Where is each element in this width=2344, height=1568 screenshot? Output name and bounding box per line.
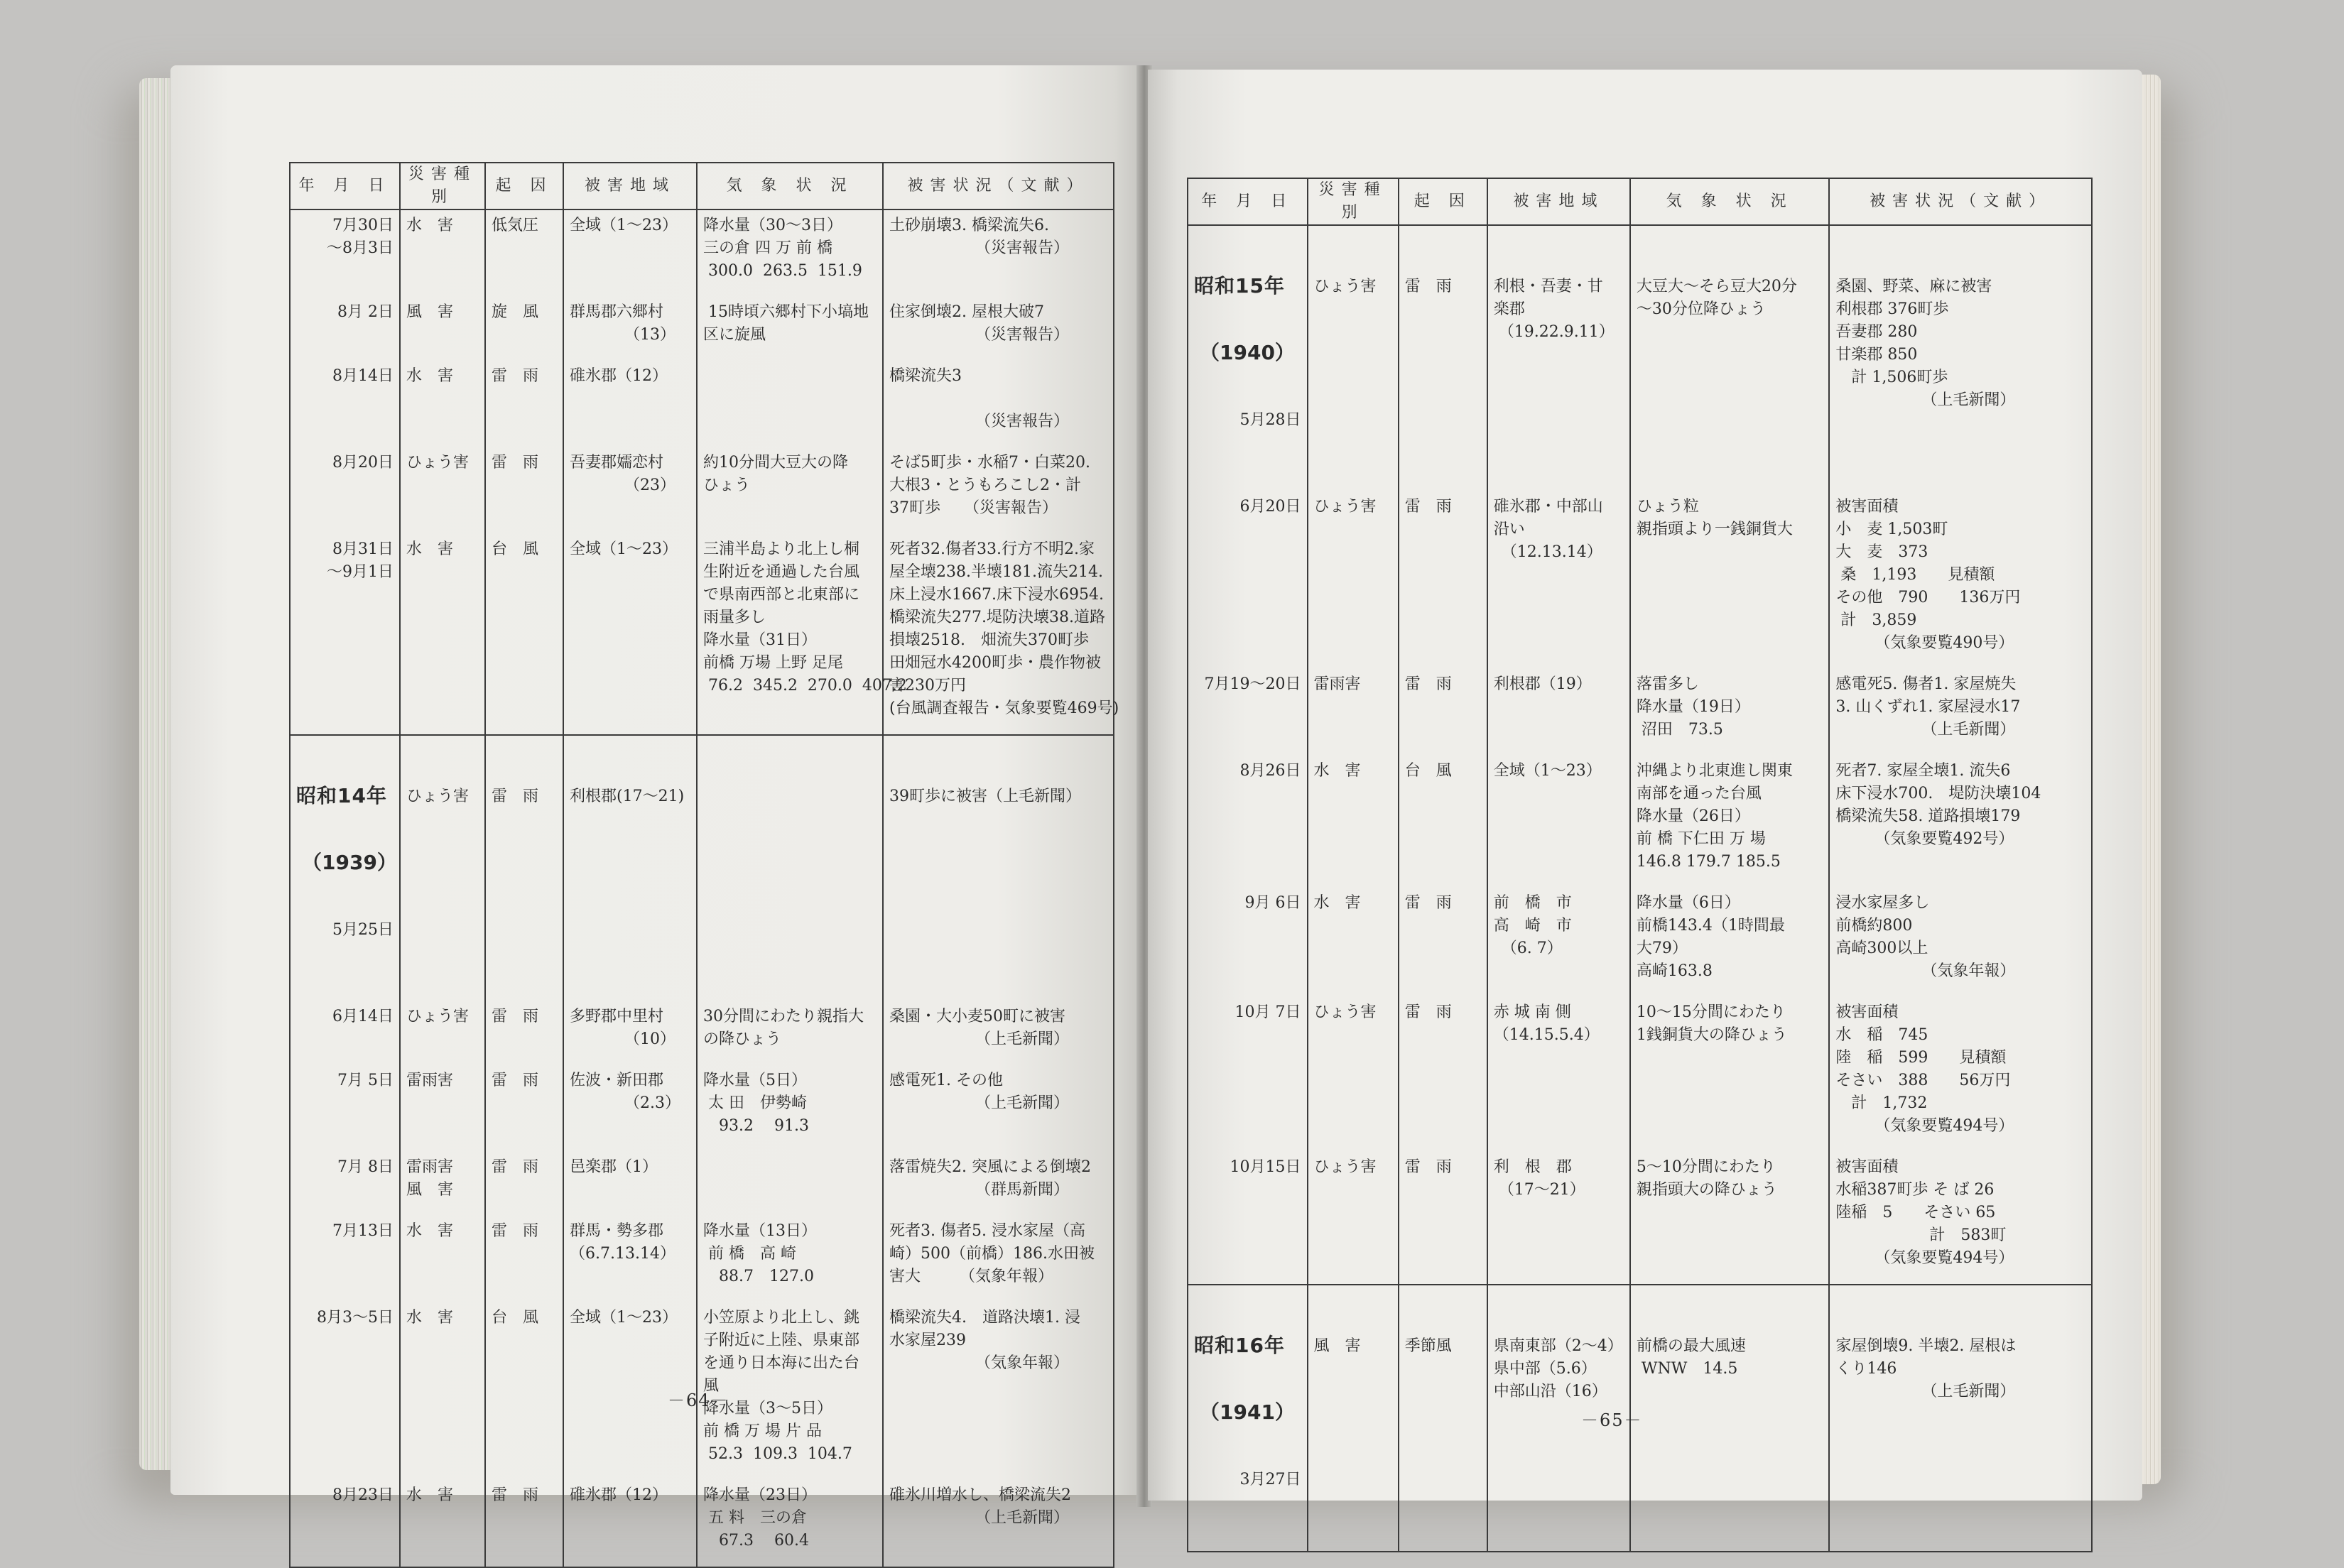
area-cell: 全域（1～23） (563, 209, 697, 297)
date-cell: 7月19～20日 (1188, 669, 1308, 756)
cause-cell: 雷 雨 (1399, 888, 1487, 997)
area-cell: 利根郡（19） (1487, 669, 1630, 756)
cause-cell: 台 風 (485, 534, 563, 735)
damage-cell (1829, 1285, 2092, 1552)
kind-cell: 水 害 (400, 361, 485, 447)
weather-cell: 沖縄より北東進し関東 南部を通った台風 降水量（26日） 前 橋 下仁田 万 場 146.8 179.7 185.5 (1630, 756, 1829, 888)
date-cell: 8月3～5日 (290, 1302, 400, 1480)
cause-cell: 低気圧 (485, 209, 563, 297)
table-row (290, 1065, 1114, 1152)
cause-cell: 旋 風 (485, 297, 563, 361)
area-cell: 全域（1～23） (563, 534, 697, 735)
weather-cell: 降水量（6日） 前橋143.4（1時間最 大79） 高崎163.8 (1630, 888, 1829, 997)
area-value: 県南東部（2～4） 県中部（5.6） 中部山沿（16） (1493, 1337, 1623, 1400)
date-cell: 7月30日 ～8月3日 (290, 209, 400, 297)
left-page (170, 65, 1144, 1550)
weather-cell: 10～15分間にわたり 1銭銅貨大の降ひょう (1630, 997, 1829, 1152)
page-number-left: －64－ (668, 1390, 729, 1410)
kind-cell (1308, 1285, 1399, 1552)
header-weather: 気 象 状 況 (697, 163, 883, 209)
damage-cell: そば5町歩・水稲7・白菜20. 大根3・とうもろこし2・計 37町歩 （災害報告） (883, 447, 1114, 534)
damage-cell: 被害面積 水 稲 745 陸 稲 599 見積額 そさい 388 56万円 計 1,732 （気象要覧494号） (1829, 997, 2092, 1152)
weather-cell: 降水量（13日） 前 橋 高 崎 88.7 127.0 (697, 1216, 883, 1302)
table-row (1188, 669, 2092, 756)
kind-cell: 水 害 (400, 534, 485, 735)
damage-value: 桑園、野菜、麻に被害 利根郡 376町歩 吾妻郡 280 甘楽郡 850 計 1,506町歩 （上毛新聞） (1835, 278, 2016, 409)
date-value: 5月28日 (1239, 411, 1301, 429)
table-row (1188, 997, 2092, 1152)
kind-cell: 雷雨害 (1308, 669, 1399, 756)
table-row (290, 361, 1114, 447)
table-row (290, 447, 1114, 534)
area-cell (563, 735, 697, 1001)
damage-cell (883, 735, 1114, 1001)
cause-cell: 雷 雨 (1399, 1152, 1487, 1285)
weather-cell (697, 1152, 883, 1216)
table-row (290, 534, 1114, 735)
kind-cell: ひょう害 (1308, 491, 1399, 669)
weather-cell: 約10分間大豆大の降 ひょう (697, 447, 883, 534)
table-header-row (290, 163, 1114, 209)
kind-cell: ひょう害 (400, 1001, 485, 1065)
kind-cell (1308, 225, 1399, 491)
table-row (1188, 756, 2092, 888)
cause-cell (1399, 1285, 1487, 1552)
weather-cell: 降水量（5日） 太 田 伊勢崎 93.2 91.3 (697, 1065, 883, 1152)
table-row (1188, 888, 2092, 997)
cause-cell: 雷 雨 (485, 1001, 563, 1065)
date-cell: 8月26日 (1188, 756, 1308, 888)
weather-cell (1630, 225, 1829, 491)
header-cause: 起 因 (1399, 178, 1487, 225)
cause-cell: 雷 雨 (485, 1065, 563, 1152)
damage-cell: 被害面積 水稲387町歩 そ ば 26 陸稲 5 そさい 65 計 583町 （気象要覧494号） (1829, 1152, 2092, 1285)
date-cell: 7月 8日 (290, 1152, 400, 1216)
header-date: 年 月 日 (290, 163, 400, 209)
kind-cell: 水 害 (1308, 888, 1399, 997)
header-cause: 起 因 (485, 163, 563, 209)
kind-cell: ひょう害 (1308, 1152, 1399, 1285)
header-damage: 被害状況（文献） (1829, 178, 2092, 225)
cause-cell: 雷 雨 (485, 447, 563, 534)
cause-cell: 雷 雨 (1399, 997, 1487, 1152)
weather-cell: 5～10分間にわたり 親指頭大の降ひょう (1630, 1152, 1829, 1285)
kind-cell: 水 害 (400, 1216, 485, 1302)
header-area: 被害地域 (1487, 178, 1630, 225)
era-label: 昭和16年 (1194, 1334, 1285, 1357)
disaster-table-left (289, 162, 1119, 1568)
area-cell: 佐波・新田郡 （2.3） (563, 1065, 697, 1152)
weather-cell: 30分間にわたり親指大 の降ひょう (697, 1001, 883, 1065)
area-cell: 前 橋 市 高 崎 市 （6. 7） (1487, 888, 1630, 997)
era-year: （1939） (302, 851, 397, 874)
area-cell: 赤 城 南 側 （14.15.5.4） (1487, 997, 1630, 1152)
area-cell (1487, 225, 1630, 491)
cause-cell: 雷 雨 (1399, 669, 1487, 756)
damage-cell: 落雷焼失2. 突風による倒壊2 （群馬新聞） (883, 1152, 1114, 1216)
damage-cell: 死者7. 家屋全壊1. 流失6 床下浸水700. 堤防決壊104 橋梁流失58. 道路損壊179 （気象要覧492号） (1829, 756, 2092, 888)
damage-cell: 感電死5. 傷者1. 家屋焼失 3. 山くずれ1. 家屋浸水17 （上毛新聞） (1829, 669, 2092, 756)
date-cell: 9月 6日 (1188, 888, 1308, 997)
table-header-row (1188, 178, 2092, 225)
table-row (290, 1216, 1114, 1302)
kind-cell: 水 害 (400, 1302, 485, 1480)
kind-cell: 水 害 (400, 1480, 485, 1567)
kind-cell: ひょう害 (400, 447, 485, 534)
table-row (1188, 225, 2092, 491)
right-page (1148, 70, 2142, 1501)
table-row (290, 1152, 1114, 1216)
kind-cell: 風 害 (400, 297, 485, 361)
kind-cell: ひょう害 (1308, 997, 1399, 1152)
cause-value: 雷 雨 (1404, 278, 1452, 295)
kind-cell: 水 害 (400, 209, 485, 297)
area-cell: 群馬・勢多郡 （6.7.13.14） (563, 1216, 697, 1302)
damage-cell: 死者32.傷者33.行方不明2.家 屋全壊238.半壊181.流失214. 床上浸水1667.床下浸水6954. 橋梁流失277.堤防決壊38.道路 損壊2518. 畑流失370町歩 田畑冠水4200町歩・農作物被 害230万円 (台風調査報告・気象要覧469号) (883, 534, 1114, 735)
cause-cell: 台 風 (1399, 756, 1487, 888)
cause-cell: 雷 雨 (485, 1480, 563, 1567)
area-value: 利根・吾妻・甘 楽郡 （19.22.9.11） (1493, 278, 1615, 341)
cause-value: 雷 雨 (492, 788, 539, 805)
kind-cell: 水 害 (1308, 756, 1399, 888)
damage-cell: 土砂崩壊3. 橋梁流失6. （災害報告） (883, 209, 1114, 297)
kind-cell: 雷雨害 (400, 1065, 485, 1152)
date-cell: 8月23日 (290, 1480, 400, 1567)
area-cell: 群馬郡六郷村 （13） (563, 297, 697, 361)
date-value: 5月25日 (332, 921, 394, 939)
disaster-table-right (1187, 178, 2093, 1552)
area-cell: 碓氷郡（12） (563, 1480, 697, 1567)
area-cell: 碓氷郡・中部山 沿い （12.13.14） (1487, 491, 1630, 669)
damage-cell: 住家倒壊2. 屋根大破7 （災害報告） (883, 297, 1114, 361)
weather-cell: 落雷多し 降水量（19日） 沼田 73.5 (1630, 669, 1829, 756)
header-date: 年 月 日 (1188, 178, 1308, 225)
era-label: 昭和15年 (1194, 274, 1285, 298)
weather-cell (1630, 1285, 1829, 1552)
weather-value: 前橋の最大風速 WNW 14.5 (1636, 1337, 1746, 1378)
date-cell: 8月14日 (290, 361, 400, 447)
area-cell: 全域（1～23） (1487, 756, 1630, 888)
kind-value: ひょう害 (406, 788, 470, 805)
date-cell: 10月 7日 (1188, 997, 1308, 1152)
date-cell (1188, 225, 1308, 491)
date-cell: 8月31日 ～9月1日 (290, 534, 400, 735)
weather-cell: 小笠原より北上し、銚 子附近に上陸、県東部 を通り日本海に出た台 風 降水量（3～5日） 前 橋 万 場 片 品 52.3 109.3 104.7 (697, 1302, 883, 1480)
cause-value: 季節風 (1404, 1337, 1452, 1355)
date-cell: 7月13日 (290, 1216, 400, 1302)
weather-cell: ひょう粒 親指頭より一銭銅貨大 (1630, 491, 1829, 669)
area-cell: 全域（1～23） (563, 1302, 697, 1480)
date-cell (290, 735, 400, 1001)
area-cell: 利 根 郡 （17～21） (1487, 1152, 1630, 1285)
cause-cell (485, 735, 563, 1001)
cause-cell: 台 風 (485, 1302, 563, 1480)
date-cell: 10月15日 (1188, 1152, 1308, 1285)
date-cell: 6月14日 (290, 1001, 400, 1065)
header-kind: 災害種別 (1308, 178, 1399, 225)
date-cell (1188, 1285, 1308, 1552)
weather-cell (697, 361, 883, 447)
era-year: （1941） (1200, 1400, 1295, 1424)
page-number-right: －65－ (1581, 1410, 1643, 1430)
table-row (290, 1001, 1114, 1065)
weather-value: 大豆大～そら豆大20分 ～30分位降ひょう (1636, 278, 1797, 318)
damage-cell: 橋梁流失3 （災害報告） (883, 361, 1114, 447)
header-damage: 被害状況（文献） (883, 163, 1114, 209)
table-row (290, 209, 1114, 297)
weather-cell: 降水量（23日） 五 料 三の倉 67.3 60.4 (697, 1480, 883, 1567)
era-year: （1940） (1200, 341, 1295, 364)
table-row (290, 297, 1114, 361)
cause-cell (1399, 225, 1487, 491)
damage-cell: 浸水家屋多し 前橋約800 高崎300以上 （気象年報） (1829, 888, 2092, 997)
weather-cell (697, 735, 883, 1001)
weather-cell: 15時頃六郷村下小塙地 区に旋風 (697, 297, 883, 361)
cause-cell: 雷 雨 (1399, 491, 1487, 669)
area-cell: 吾妻郡嬬恋村 （23） (563, 447, 697, 534)
weather-cell: 降水量（30～3日） 三の倉 四 万 前 橋 300.0 263.5 151.9 (697, 209, 883, 297)
header-kind: 災害種別 (400, 163, 485, 209)
table-row (1188, 1152, 2092, 1285)
damage-cell (1829, 225, 2092, 491)
kind-value: 風 害 (1313, 1337, 1361, 1355)
date-cell: 8月20日 (290, 447, 400, 534)
damage-cell: 被害面積 小 麦 1,503町 大 麦 373 桑 1,193 見積額 その他 790 136万円 計 3,859 （気象要覧490号） (1829, 491, 2092, 669)
damage-cell: 碓氷川増水し、橋梁流失2 （上毛新聞） (883, 1480, 1114, 1567)
header-area: 被害地域 (563, 163, 697, 209)
damage-cell: 桑園・大小麦50町に被害 （上毛新聞） (883, 1001, 1114, 1065)
kind-cell: 雷雨害 風 害 (400, 1152, 485, 1216)
area-value: 利根郡(17～21) (570, 788, 685, 805)
damage-value: 家屋倒壊9. 半壊2. 屋根は くり146 （上毛新聞） (1835, 1337, 2017, 1400)
table-row (290, 735, 1114, 1001)
area-cell: 邑楽郡（1） (563, 1152, 697, 1216)
date-value: 3月27日 (1239, 1471, 1301, 1488)
date-cell: 7月 5日 (290, 1065, 400, 1152)
date-cell: 6月20日 (1188, 491, 1308, 669)
damage-cell: 死者3. 傷者5. 浸水家屋（高 崎）500（前橋）186.水田被 害大 （気象年報） (883, 1216, 1114, 1302)
cause-cell: 雷 雨 (485, 1216, 563, 1302)
weather-cell: 三浦半島より北上し桐 生附近を通過した台風 で県南西部と北東部に 雨量多し 降水量（31日） 前橋 万場 上野 足尾 76.2 345.2 270.0 407.2 (697, 534, 883, 735)
damage-value: 39町歩に被害（上毛新聞） (889, 788, 1081, 805)
area-cell: 碓氷郡（12） (563, 361, 697, 447)
cause-cell: 雷 雨 (485, 1152, 563, 1216)
kind-cell (400, 735, 485, 1001)
area-cell: 多野郡中里村 （10） (563, 1001, 697, 1065)
table-row (290, 1480, 1114, 1567)
era-label: 昭和14年 (296, 784, 387, 807)
damage-cell: 橋梁流失4. 道路決壊1. 浸 水家屋239 （気象年報） (883, 1302, 1114, 1480)
header-weather: 気 象 状 況 (1630, 178, 1829, 225)
cause-cell: 雷 雨 (485, 361, 563, 447)
damage-cell: 感電死1. その他 （上毛新聞） (883, 1065, 1114, 1152)
kind-value: ひょう害 (1313, 278, 1377, 295)
table-row (1188, 491, 2092, 669)
date-cell: 8月 2日 (290, 297, 400, 361)
